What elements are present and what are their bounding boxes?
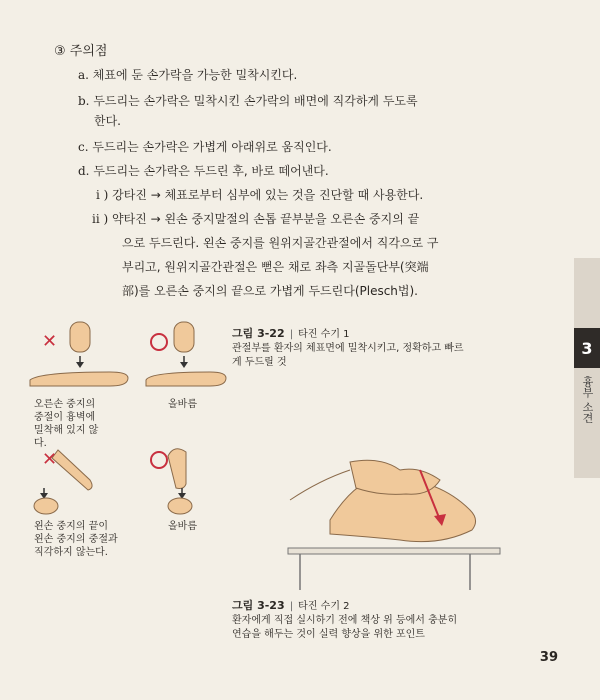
figure-subtitle: 타진 수기 2 [298, 601, 350, 612]
sub-item-text: 강타진 → 체표로부터 심부에 있는 것을 진단할 때 사용한다. [112, 188, 424, 202]
item-label: a. [78, 68, 89, 82]
caption-line: 왼손 중지의 중절과 [34, 534, 118, 545]
correct-mark-2 [150, 451, 168, 469]
caption-wrong-1 [34, 398, 98, 450]
hands-percussion-illustration [288, 460, 500, 590]
caption-line: 관절부를 환자의 체표면에 밀착시키고, 정확하고 빠르 [232, 343, 464, 354]
caption-line: 환자에게 직접 실시하기 전에 책상 위 등에서 충분히 [232, 615, 458, 626]
sub-item-label: i ) [96, 188, 109, 202]
figure-title: 그림 3-22 [232, 327, 285, 340]
caption-right-2: 올바름 [168, 521, 197, 532]
item-text: 두드리는 손가락은 밀착시킨 손가락의 배면에 직각하게 두도록 [93, 94, 418, 108]
item-text: 체표에 둔 손가락을 가능한 밀착시킨다. [92, 68, 298, 82]
caption-line: 게 두드릴 것 [232, 357, 287, 368]
figure2-caption: 그림 3-23 | 타진 수기 2 환자에게 직접 실시하기 전에 책상 위 등에서 충분히 연습을 해두는 것이 실력 향상을 위한 포인트 [232, 594, 552, 642]
sub-item-2-line: 으로 두드린다. 왼손 중지를 원위지골간관절에서 직각으로 구 [122, 236, 439, 250]
item-text: 두드리는 손가락은 가볍게 아래위로 움직인다. [92, 140, 332, 154]
item-label: d. [78, 164, 90, 178]
caption-wrong-2 [34, 520, 118, 559]
chapter-number: 3 [581, 338, 593, 358]
wrong-mark-1: ✕ [42, 331, 58, 352]
figure-title: 그림 3-23 [232, 599, 285, 612]
figure-subtitle: 타진 수기 1 [298, 329, 350, 340]
caption-line: 오른손 중지의 [34, 399, 96, 410]
finger-right-1-illustration [146, 322, 226, 386]
caption-line: 직각하지 않는다. [34, 547, 108, 558]
caption-line: 다. [34, 438, 47, 449]
item-label: c. [78, 140, 89, 154]
caption-line: 연습을 해두는 것이 실력 향상을 위한 포인트 [232, 629, 425, 640]
item-text: 두드리는 손가락은 두드린 후, 바로 떼어낸다. [93, 164, 329, 178]
figure1-caption: 그림 3-22 | 타진 수기 1 관절부를 환자의 체표면에 밀착시키고, 정확하고 빠르 게 두드릴 것 [232, 322, 532, 370]
caption-line: 왼손 중지의 끝이 [34, 521, 108, 532]
item-label: b. [78, 94, 90, 108]
sub-item-2-line: 部)를 오른손 중지의 끝으로 가볍게 두드린다(Plesch법). [122, 284, 418, 298]
wrong-mark-2: ✕ [42, 449, 58, 470]
caption-right-1: 올바름 [168, 399, 197, 410]
correct-mark-1 [150, 333, 168, 351]
sub-item-label: ii ) [92, 212, 109, 226]
section-heading: ③ 주의점 [54, 44, 108, 59]
caption-line: 밀착해 있지 않 [34, 425, 99, 436]
page-number: 39 [539, 650, 558, 665]
item-b-cont: 한다. [94, 114, 121, 128]
chapter-label: 흉부 소견 [581, 376, 594, 424]
caption-line: 중절이 흉벽에 [34, 412, 96, 423]
sub-item-2-line: 부리고, 원위지골간관절은 뻗은 채로 좌측 지골돌단부(突端 [122, 260, 429, 274]
finger-right-2-illustration [168, 449, 192, 514]
sub-item-text: 약타진 → 왼손 중지말절의 손톱 끝부분을 오른손 중지의 끝 [112, 212, 420, 226]
